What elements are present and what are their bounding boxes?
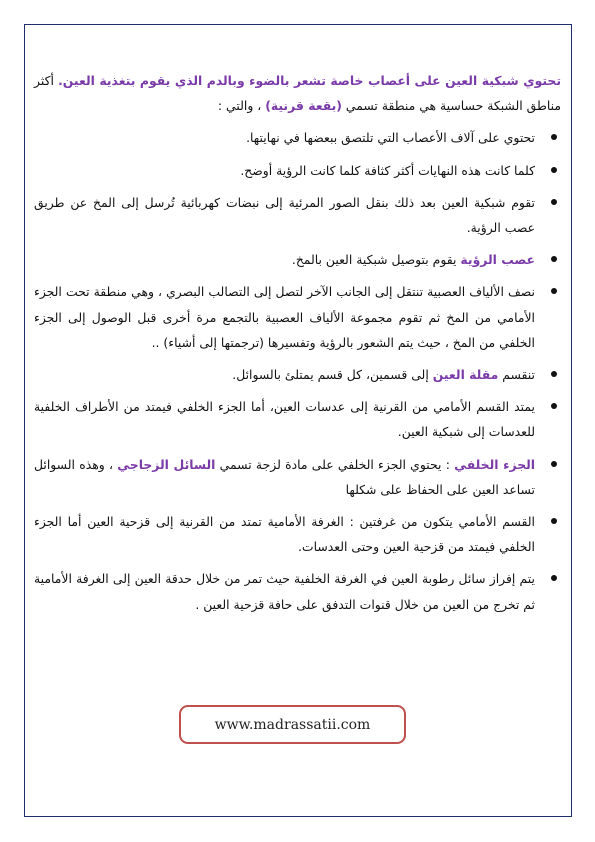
bullet-text: تقوم شبكية العين بعد ذلك بنقل الصور المرئية إلى نبضات كهربائية تُرسل إلى المخ عن طريق عصب الرؤية.	[34, 194, 535, 236]
bullet-keyword: السائل الزجاجي	[117, 456, 216, 472]
bullet-text: يمتد القسم الأمامي من القرنية إلى عدسات العين، أما الجزء الخلفي فيمتد من الأطراف الخلفية للعدسات إلى شبكية العين.	[34, 399, 535, 440]
intro-text-b: ، والتي :	[217, 98, 266, 114]
bullet-text: القسم الأمامي يتكون من غرفتين : الغرفة الأمامية تمتد من القرنية إلى قزحية العين أما الجزء الخلفي فيمتد من قزحية العين وحتى العدسات.	[34, 514, 535, 555]
intro-highlight: تحتوي شبكية العين على أعصاب خاصة تشعر بالضوء وبالدم الذي يقوم بتغذية العين.	[58, 73, 562, 88]
bullet-item	[34, 566, 561, 616]
bullet-text: ، وهذه السوائل تساعد العين على الحفاظ على شكلها	[34, 456, 535, 497]
bullet-text: تنقسم	[498, 367, 535, 383]
bullet-text: كلما كانت هذه النهايات أكثر كثافة كلما كانت الرؤية أوضح.	[240, 162, 535, 178]
bullet-item	[34, 125, 561, 150]
bullet-item	[34, 190, 561, 240]
bullet-item	[34, 509, 561, 559]
website-url[interactable]: www.madrassatii.com	[214, 716, 371, 733]
bullet-text: يتم إفراز سائل رطوبة العين في الغرفة الخلفية حيث تمر من خلال حدقة العين إلى الغرفة الأمامية ثم تخرج من العين من خلال قنوات التدفق على حافة قزحية العين .	[34, 571, 535, 612]
bullet-text: يقوم بتوصيل شبكية العين بالمخ.	[291, 252, 461, 268]
intro-paragraph	[34, 68, 561, 118]
intro-text-a: أكثر مناطق الشبكة حساسية هي منطقة تسمي	[34, 73, 561, 114]
bullet-text: نصف الألياف العصبية تنتقل إلى الجانب الآخر لتصل إلى التصالب البصري ، وهي منطقة تحت الجزء الأمامي من المخ ثم تقوم مجموعة الألياف العصبية بالتجمع مرة أخرى قبل الوصول إلى الجزء الخلفي من المخ ، حيث يتم الشعور بالرؤية وتفسيرها (ترجمتها إلى أشياء) ..	[34, 284, 535, 350]
bullet-keyword: عصب الرؤية	[460, 252, 535, 268]
bullet-item	[34, 394, 561, 444]
bullet-item	[34, 362, 561, 387]
bullet-item	[34, 279, 561, 355]
bullet-text: تحتوي على آلاف الأعصاب التي تلتصق ببعضها في نهايتها.	[246, 130, 535, 146]
bullet-keyword: الجزء الخلفي	[454, 456, 536, 472]
bullet-list	[34, 125, 561, 616]
bullet-item	[34, 452, 561, 502]
bullet-keyword: مقلة العين	[432, 367, 499, 383]
intro-keyword: (بقعة قرنية)	[265, 98, 342, 114]
document-body	[34, 68, 561, 624]
website-link-box[interactable]	[179, 705, 406, 744]
bullet-item	[34, 247, 561, 272]
bullet-item	[34, 158, 561, 183]
bullet-text: : يحتوي الجزء الخلفي على مادة لزجة تسمي	[215, 456, 455, 472]
bullet-text: إلى قسمين، كل قسم يمتلئ بالسوائل.	[232, 367, 433, 383]
